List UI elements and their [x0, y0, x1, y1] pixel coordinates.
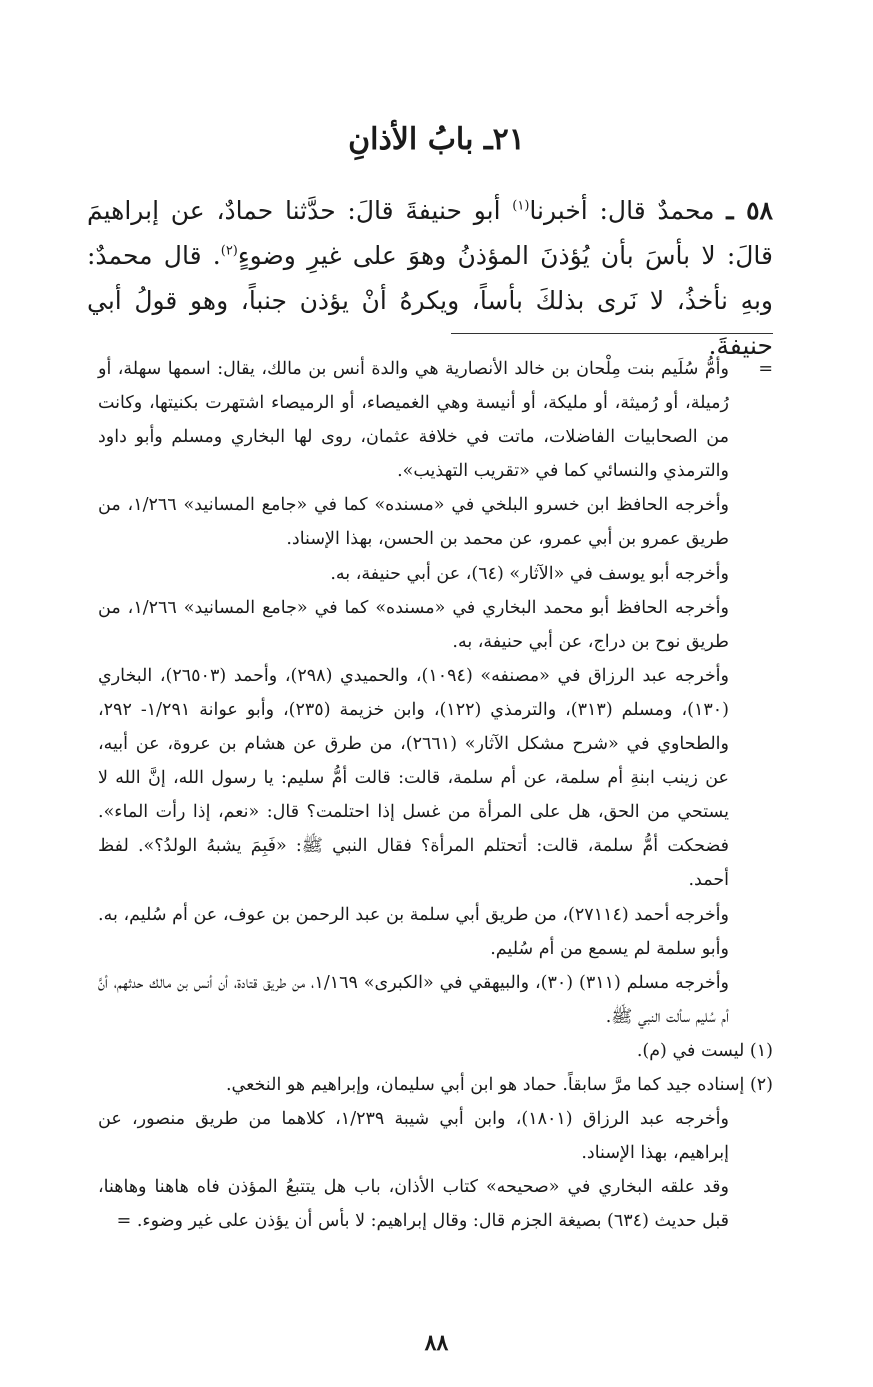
page-number: ٨٨	[424, 1330, 449, 1356]
footnote-reference-1: (١)	[512, 198, 530, 214]
footnote-paragraph: وأخرجه الحافظ ابن خسرو البلخي في «مسنده» كما في «جامع المسانيد» ١/٢٦٦، من طريق عمرو بن أبي عمرو، عن محمد بن الحسن، بهذا الإسناد.	[98, 495, 730, 550]
hadith-main-text	[87, 188, 773, 368]
hadith-paragraph	[87, 188, 773, 368]
footnote-1: (١) ليست في (م).	[636, 1040, 773, 1061]
footnote-paragraph: وأخرجه مسلم (٣١١) (٣٠)، والبيهقي في «الكبرى» ١/١٦٩، من طريق قتادة، أن أنس بن مالك حدثهم، أنَّ أم سُليم سألت النبي ﷺ.	[98, 972, 730, 1027]
hadith-text-part-2: أبو حنيفةَ قالَ: حدَّثنا حمادٌ، عن إبراهيمَ قالَ: لا بأسَ بأن يُؤذنَ المؤذنُ وهوَ على غيرِ وضوءٍ	[87, 196, 773, 270]
footnote-paragraph: وأخرجه عبد الرزاق في «مصنفه» (١٠٩٤)، والحميدي (٢٩٨)، وأحمد (٢٦٥٠٣)، البخاري (١٣٠)، ومسلم (٣١٣)، والترمذي (١٢٢)، وابن خزيمة (٢٣٥)، وأبو عوانة ١/٢٩١- ٢٩٢، والطحاوي في «شرح مشكل الآثار» (٢٦٦١)، من طرق عن هشام بن عروة، عن أبيه، عن زينب ابنةِ أم سلمة، عن أم سلمة، قالت: قالت أمُّ سليم: يا رسول الله، إنَّ الله لا يستحي من الحق، هل على المرأة من غسل إذا احتلمت؟ قال: «نعم، إذا رأت الماء». فضحكت أمُّ سلمة، قالت: أتحتلم المرأة؟ فقال النبي ﷺ: «فَبِمَ يشبهُ الولدُ؟». لفظ أحمد.	[98, 665, 729, 891]
footnote-paragraph: وأخرجه أحمد (٢٧١١٤)، من طريق أبي سلمة بن عبد الرحمن بن عوف، عن أم سُليم، به. وأبو سلمة لم يسمع من أم سُليم.	[98, 904, 729, 959]
footnote-2-paragraph: وأخرجه عبد الرزاق (١٨٠١)، وابن أبي شيبة ١/٢٣٩، كلاهما من طريق منصور، عن إبراهيم، بهذا الإسناد.	[98, 1109, 729, 1164]
continuation-mark: =	[758, 359, 773, 379]
footnote-paragraph: وأخرجه أبو يوسف في «الآثار» (٦٤)، عن أبي حنيفة، به.	[330, 563, 729, 584]
continued-footnote	[98, 352, 773, 1034]
footnote-reference-2: (٢)	[220, 243, 238, 259]
footnote-2: (٢) إسناده جيد كما مرَّ سابقاً. حماد هو ابن أبي سليمان، وإبراهيم هو النخعي.	[225, 1074, 773, 1095]
footnote-divider	[451, 333, 773, 334]
hadith-text-part-3: . قال محمدٌ: وبهِ نأخذُ، لا نَرى بذلكَ بأساً، ويكرهُ أنْ يؤذن جنباً، وهو قولُ أبي حنيفةَ.	[87, 241, 773, 360]
hadith-number: ٥٨ ـ	[726, 196, 773, 225]
footnote-paragraph: وأخرجه الحافظ أبو محمد البخاري في «مسنده» كما في «جامع المسانيد» ١/٢٦٦، من طريق نوح بن دراج، عن أبي حنيفة، به.	[98, 597, 729, 652]
footnote-paragraph: وأمُّ سُلَيم بنت مِلْحان بن خالد الأنصارية هي والدة أنس بن مالك، يقال: اسمها سهلة، أو رُميلة، أو رُميثة، أو مليكة، أو أنيسة وهي الغميصاء، أو الرميصاء اشتهرت بكنيتها، وكانت من الصحابيات الفاضلات، ماتت في خلافة عثمان، روى لها البخاري ومسلم وأبو داود والترمذي والنسائي كما في «تقريب التهذيب».	[98, 359, 729, 482]
footnotes-section	[98, 352, 773, 1238]
hadith-text-part-1: محمدٌ قال: أخبرنا	[529, 196, 727, 225]
chapter-title: ٢١ـ بابُ الأذانِ	[348, 122, 525, 157]
footnote-2-paragraph: وقد علقه البخاري في «صحيحه» كتاب الأذان، باب هل يتتبعُ المؤذن فاه هاهنا وهاهنا، قبل حديث (٦٣٤) بصيغة الجزم قال: وقال إبراهيم: لا بأس أن يؤذن على غير وضوء. =	[98, 1177, 729, 1232]
